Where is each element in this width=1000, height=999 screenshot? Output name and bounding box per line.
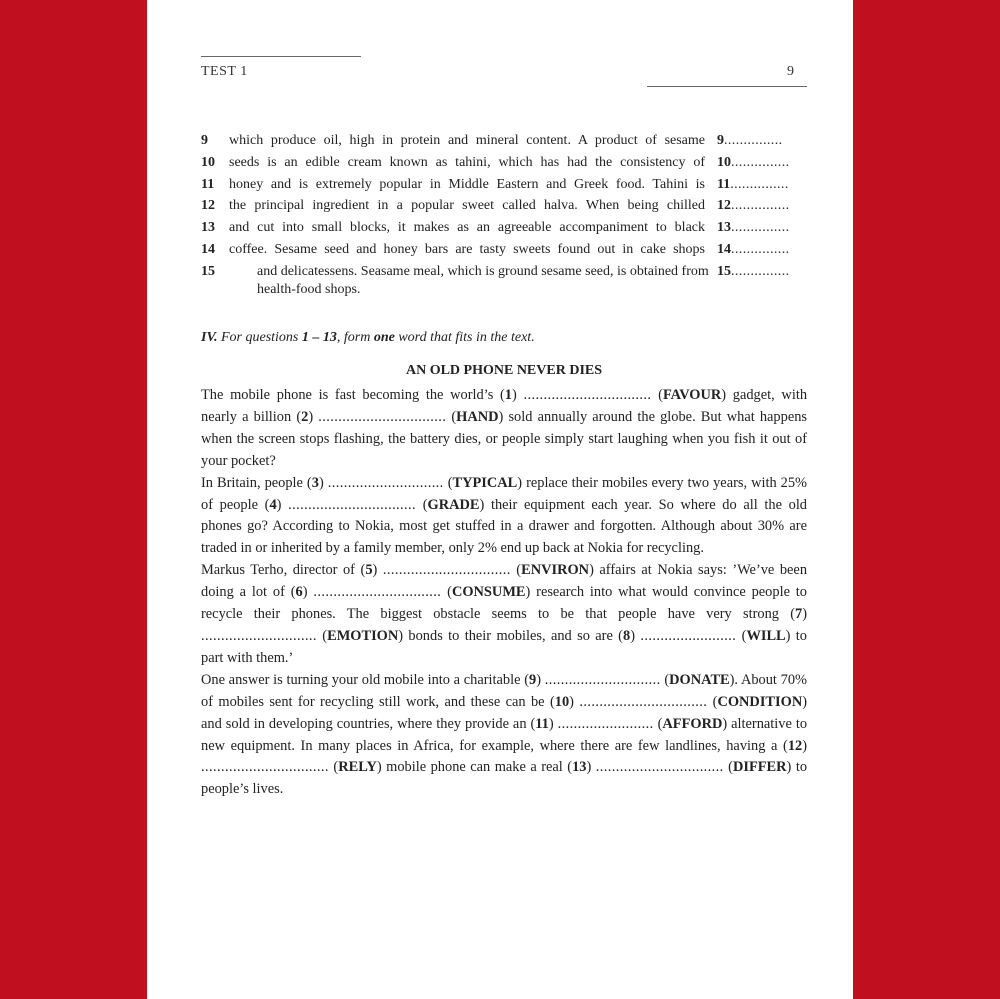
answer-blank[interactable] — [717, 130, 809, 152]
line-text: honey and is extremely popular in Middle Eastern and Greek food. Tahini is — [229, 176, 705, 192]
cue-word: FAVOUR — [662, 387, 722, 403]
gap-fill-text — [201, 385, 807, 801]
paragraph: The mobile phone is fast becoming the world’s (1) ................................ (FAVOUR) gadget, with nearly a billion (2) ................................ (HAND) sold annually around the globe. But what happens when the screen stops flashing, the battery dies, or people simply start laughing when you fish it out of your pocket? — [201, 387, 808, 469]
paragraph: One answer is turning your old mobile into a charitable (9) ............................. (DONATE). About 70% of mobiles sent for recycling still work, and these can be (10) ................................ (CONDITION) and sold in developing countries, where they provide an (11) ........................ (AFFORD) alternative to new equipment. In many places in Africa, for example, where there are few landlines, having a (12) ................................ (RELY) mobile phone can make a real (13) ................................ (DIFFER) to people’s lives. — [201, 671, 808, 798]
gap-blank[interactable]: ................................ — [523, 387, 652, 403]
text-title: AN OLD PHONE NEVER DIES — [405, 363, 603, 378]
cue-word: EMOTION — [327, 627, 399, 644]
numbered-line — [201, 130, 809, 152]
page — [147, 0, 853, 999]
gap-blank[interactable]: ............................. — [327, 474, 444, 491]
gap-blank[interactable]: ................................ — [313, 584, 442, 601]
answer-dots: ............... — [731, 220, 790, 236]
gap-blank[interactable]: ................................ — [201, 759, 329, 776]
line-text: seeds is an edible cream known as tahini, which has had the consistency of — [229, 154, 705, 170]
gap-blank[interactable]: ................................ — [288, 496, 417, 513]
numbered-line — [201, 239, 809, 261]
cue-word: DIFFER — [732, 759, 787, 776]
line-number: 9 — [201, 133, 208, 148]
answer-number: 14 — [717, 241, 731, 257]
cue-word: WILL — [746, 627, 786, 644]
task-instruction: IV. For questions 1 – 13, form one word that fits in the text. — [201, 330, 535, 345]
answer-dots: ............... — [724, 133, 783, 148]
answer-dots: ............... — [731, 154, 790, 170]
cue-word: ENVIRON — [521, 562, 590, 579]
gap-blank[interactable]: ........................ — [640, 627, 737, 644]
header-rule-bottom — [647, 86, 807, 87]
answer-blank[interactable] — [717, 217, 809, 239]
cue-word: CONDITION — [717, 693, 803, 710]
line-number: 10 — [201, 154, 215, 170]
gap-blank[interactable]: ............................. — [201, 627, 317, 644]
numbered-line — [201, 261, 809, 299]
gap-blank[interactable]: ................................ — [595, 759, 724, 776]
header-rule-top — [201, 56, 361, 57]
line-number: 14 — [201, 241, 215, 257]
numbered-line — [201, 217, 809, 239]
numbered-line — [201, 174, 809, 196]
gap-blank[interactable]: ................................ — [579, 693, 708, 710]
line-text: the principal ingredient in a popular sweet called halva. When being chilled — [229, 198, 705, 214]
answer-blank[interactable] — [717, 174, 809, 196]
line-number: 11 — [201, 176, 215, 192]
answer-blank[interactable] — [717, 263, 809, 281]
paragraph: Markus Terho, director of (5) ................................ (ENVIRON) affairs at Nokia says: ’We’ve been doing a lot of (6) ................................ (CONSUME) research into what would convince people to recycle their phones. The biggest obstacle seems to be that people have very strong (7) ............................. (EMOTION) bonds to their mobiles, and so are (8) ........................ (WILL) to part with them.’ — [201, 562, 808, 666]
line-text: which produce oil, high in protein and mineral content. A product of sesame — [229, 133, 705, 148]
answer-number: 11 — [717, 176, 731, 192]
gap-blank[interactable]: ................................ — [318, 408, 447, 425]
cue-word: GRADE — [427, 496, 480, 513]
cue-word: RELY — [338, 759, 377, 776]
answer-number: 13 — [717, 220, 731, 236]
answer-blank[interactable] — [717, 239, 809, 261]
task-roman: IV. — [201, 330, 218, 345]
cue-word: AFFORD — [662, 715, 723, 732]
numbered-line — [201, 195, 809, 217]
gap-blank[interactable]: ........................ — [557, 715, 654, 732]
line-text: and delicatessens. Seasame meal, which is ground sesame seed, is obtained from health-food shops. — [257, 263, 709, 297]
gap-blank[interactable]: ............................. — [544, 671, 661, 688]
cue-word: DONATE — [669, 671, 730, 688]
answer-number: 15 — [717, 263, 731, 279]
cue-word: HAND — [456, 408, 499, 425]
line-text: coffee. Sesame seed and honey bars are tasty sweets found out in cake shops — [229, 241, 705, 257]
line-number: 13 — [201, 220, 215, 236]
cue-word: CONSUME — [451, 584, 526, 601]
answer-dots: ............... — [731, 263, 790, 279]
answer-blank[interactable] — [717, 195, 809, 217]
cue-word: TYPICAL — [452, 474, 518, 491]
paragraph: In Britain, people (3) ............................. (TYPICAL) replace their mobiles every two years, with 25% of people (4) ................................ (GRADE) their equipment each year. So where do all the old phones go? According to Nokia, most get stuffed in a drawer and forgotten. Although about 30% are traded in or inherited by a family member, only 2% end up back at Nokia for recycling. — [201, 474, 808, 557]
answer-number: 10 — [717, 154, 731, 170]
line-number: 15 — [201, 263, 215, 279]
answer-blank[interactable] — [717, 152, 809, 174]
answer-dots: ............... — [731, 198, 790, 214]
page-number: 9 — [787, 64, 794, 79]
numbered-text-block — [201, 130, 809, 299]
answer-number: 9 — [717, 133, 724, 148]
header-test-label: TEST 1 — [201, 64, 248, 79]
line-text: and cut into small blocks, it makes as an agreeable accompaniment to black — [229, 220, 705, 236]
answer-dots: ............... — [731, 241, 790, 257]
answer-dots: ............... — [730, 176, 789, 192]
numbered-line — [201, 152, 809, 174]
gap-blank[interactable]: ................................ — [382, 562, 511, 579]
line-number: 12 — [201, 198, 215, 214]
answer-number: 12 — [717, 198, 731, 214]
